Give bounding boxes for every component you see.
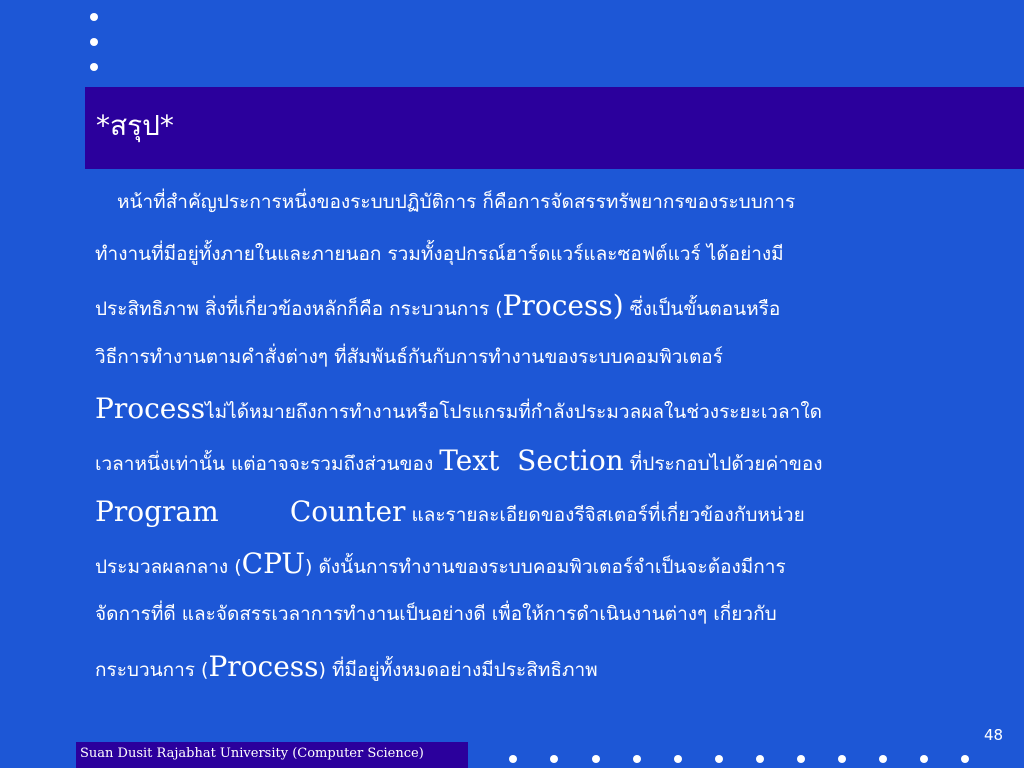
body-text-run: เวลาหนึ่งเท่านั้น แต่อาจจะรวมถึงส่วนของ — [95, 452, 440, 475]
decor-dot — [715, 755, 723, 763]
decor-dot — [90, 13, 98, 21]
latin-term: Process — [208, 649, 319, 683]
body-line — [95, 486, 975, 538]
latin-term: CPU — [241, 546, 306, 580]
body-text-run: หน้าที่สำคัญประการหนึ่งของระบบปฏิบัติการ ก็คือการจัดสรรทรัพยากรของระบบการ — [117, 191, 796, 213]
body-line — [95, 538, 975, 590]
decor-dot — [90, 63, 98, 71]
body-line — [95, 177, 975, 229]
decor-dot — [90, 38, 98, 46]
decor-dot — [838, 755, 846, 763]
decor-dot — [961, 755, 969, 763]
body-text-run: ประมวลผลกลาง ( — [95, 555, 242, 578]
body-text-run: จัดการที่ดี และจัดสรรเวลาการทำงานเป็นอย่างดี เพื่อให้การดำเนินงานต่างๆ เกี่ยวกับ — [95, 603, 777, 625]
body-text-run: ทำงานที่มีอยู่ทั้งภายในและภายนอก รวมทั้งอุปกรณ์ฮาร์ดแวร์และซอฟต์แวร์ ได้อย่างมี — [95, 242, 784, 265]
body-text-run: ไม่ได้หมายถึงการทำงานหรือโปรแกรมที่กำลังประมวลผลในช่วงระยะเวลาใด — [205, 401, 822, 423]
decor-dot — [674, 755, 682, 763]
body-line — [95, 641, 975, 693]
decor-dot — [633, 755, 641, 763]
body-text-run: ประสิทธิภาพ สิ่งที่เกี่ยวข้องหลักก็คือ กระบวนการ ( — [95, 298, 503, 320]
slide-body — [95, 177, 975, 692]
page-number: 48 — [984, 726, 1004, 744]
body-line — [95, 383, 975, 435]
decor-dot — [592, 755, 600, 763]
body-text-run: ) ที่มีอยู่ทั้งหมดอย่างมีประสิทธิภาพ — [318, 658, 598, 681]
latin-term: Program Counter — [95, 495, 406, 528]
body-line — [95, 589, 975, 641]
body-text-run: ซึ่งเป็นขั้นตอนหรือ — [623, 298, 781, 320]
body-text-run: ) ดังนั้นการทำงานของระบบคอมพิวเตอร์จำเป็นจะต้องมีการ — [305, 555, 786, 578]
body-line — [95, 435, 975, 487]
latin-term: Text Section — [439, 443, 624, 477]
body-text-run: ที่ประกอบไปด้วยค่าของ — [623, 452, 823, 475]
slide-title: *สรุป* — [96, 109, 174, 142]
body-line — [95, 332, 975, 384]
decor-dot — [509, 755, 517, 763]
decor-dot — [879, 755, 887, 763]
decor-dot — [920, 755, 928, 763]
body-text-run: กระบวนการ ( — [95, 658, 209, 681]
body-text-run: และรายละเอียดของรีจิสเตอร์ที่เกี่ยวข้องกับหน่วย — [405, 504, 805, 526]
title-bar — [85, 87, 1024, 169]
latin-term: Process — [95, 392, 206, 425]
decor-dot — [797, 755, 805, 763]
footer-label: Suan Dusit Rajabhat University (Computer Science) — [80, 746, 424, 761]
decor-dot — [756, 755, 764, 763]
latin-term: Process) — [502, 289, 624, 322]
decor-dot — [550, 755, 558, 763]
body-text-run: วิธีการทำงานตามคำสั่งต่างๆ ที่สัมพันธ์กันกับการทำงานของระบบคอมพิวเตอร์ — [95, 345, 723, 368]
body-line — [95, 280, 975, 332]
body-line — [95, 229, 975, 281]
